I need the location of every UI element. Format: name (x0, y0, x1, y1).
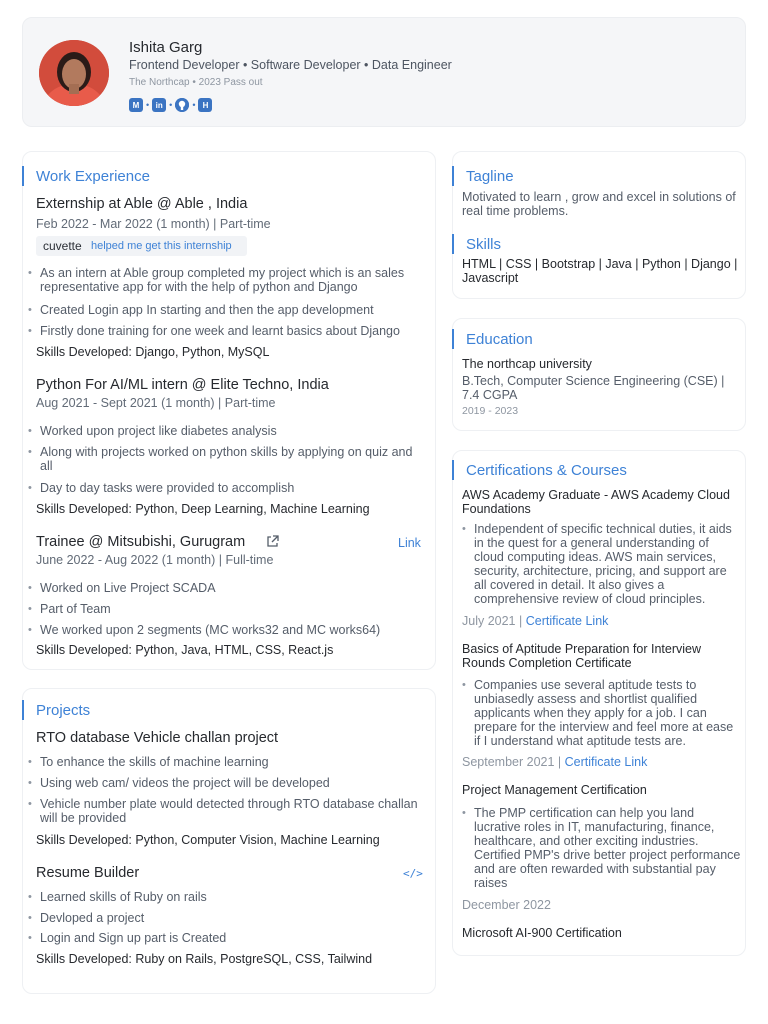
list-item: • Worked on Live Project SCADA (28, 581, 428, 595)
projects-title: Projects (22, 702, 90, 719)
cert-name: Microsoft AI-900 Certification (462, 926, 622, 940)
profile-header (22, 17, 746, 127)
list-item: • Devloped a project (28, 911, 428, 925)
skills-developed: Skills Developed: Django, Python, MySQL (36, 345, 270, 359)
list-item: • Companies use several aptitude tests to unbiasedly assess and shortlist qualified applicants when they apply for a job. I can prepare for the interview and feel more at ease if I understand what aptitude tests are. (462, 678, 742, 748)
project-title: RTO database Vehicle challan project (36, 730, 279, 746)
medium-icon[interactable]: M (129, 98, 143, 112)
list-item: • We worked upon 2 segments (MC works32 and MC works64) (28, 623, 428, 637)
project-title: Resume Builder (36, 865, 140, 881)
profile-name: Ishita Garg (129, 39, 203, 56)
job-title: Trainee @ Mitsubishi, Gurugram (36, 534, 246, 550)
list-item: • Firstly done training for one week and learnt basics about Django (28, 324, 428, 338)
list-item: • Independent of specific technical duties, it aids in the quest for a general understanding of cloud computing ideas. AWS main services, security, architecture, pricing, and support are all covered in detail. It also gives a comprehensive review of cloud principles. (462, 522, 742, 606)
job-dates: June 2022 - Aug 2022 (1 month) | Full-time (36, 553, 274, 567)
job-title: Python For AI/ML intern @ Elite Techno, India (36, 377, 329, 393)
skills-developed: Skills Developed: Python, Computer Vision, Machine Learning (36, 833, 380, 847)
separator: | (515, 614, 526, 628)
list-item: • To enhance the skills of machine learning (28, 755, 428, 769)
cert-date: July 2021 (462, 614, 516, 628)
job-link[interactable]: Link (398, 536, 421, 550)
cert-date: September 2021 (462, 755, 555, 769)
linkedin-icon[interactable]: in (152, 98, 166, 112)
social-links (129, 98, 212, 112)
job-title: Externship at Able @ Able , India (36, 196, 248, 212)
work-experience-title: Work Experience (22, 168, 150, 185)
external-link-icon[interactable] (266, 535, 279, 553)
tagline-title: Tagline (452, 168, 514, 185)
separator-dot: • (192, 100, 196, 110)
avatar (39, 40, 109, 106)
skills-list: HTML | CSS | Bootstrap | Java | Python | Django | Javascript (462, 257, 738, 285)
skills-developed: Skills Developed: Python, Deep Learning, Machine Learning (36, 502, 370, 516)
list-item: • Learned skills of Ruby on rails (28, 890, 428, 904)
cuvette-logo: cuvette (43, 239, 82, 253)
list-item: • Along with projects worked on python skills by applying on quiz and all (28, 445, 428, 473)
certifications-title: Certifications & Courses (452, 462, 627, 479)
cert-name: Project Management Certification (462, 783, 647, 797)
profile-roles: Frontend Developer • Software Developer • Data Engineer (129, 58, 452, 72)
degree: B.Tech, Computer Science Engineering (CSE) | 7.4 CGPA (462, 374, 725, 402)
certificate-link[interactable]: Certificate Link (525, 614, 609, 628)
school-name: The northcap university (462, 357, 592, 371)
cert-name: Basics of Aptitude Preparation for Interview Rounds Completion Certificate (462, 642, 702, 670)
skills-developed: Skills Developed: Ruby on Rails, PostgreSQL, CSS, Tailwind (36, 952, 373, 966)
education-years: 2019 - 2023 (462, 405, 519, 417)
list-item: • Part of Team (28, 602, 428, 616)
list-item: • The PMP certification can help you land lucrative roles in IT, manufacturing, finance, healthcare, and other exciting industries. Certified PMP's drive better project performance and are often rewarded with substantial pay raises (462, 806, 742, 890)
cert-date: December 2022 (462, 898, 551, 912)
list-item: • Login and Sign up part is Created (28, 931, 428, 945)
separator-dot: • (146, 100, 150, 110)
education-title: Education (452, 331, 533, 348)
code-icon[interactable]: </> (403, 867, 423, 880)
list-item: • Vehicle number plate would detected through RTO database challan will be provided (28, 797, 428, 825)
separator: | (554, 755, 565, 769)
list-item: • Day to day tasks were provided to accomplish (28, 481, 428, 495)
skills-developed: Skills Developed: Python, Java, HTML, CSS, React.js (36, 643, 334, 657)
list-item: • Created Login app In starting and then the app development (28, 303, 428, 317)
cuvette-badge[interactable] (36, 236, 247, 256)
cert-name: AWS Academy Graduate - AWS Academy Cloud Foundations (462, 488, 730, 516)
certificate-link[interactable]: Certificate Link (564, 755, 648, 769)
cert-footer (462, 614, 608, 628)
tagline-text: Motivated to learn , grow and excel in solutions of real time problems. (462, 190, 736, 218)
skills-title: Skills (452, 236, 501, 253)
list-item: • As an intern at Able group completed my project which is an sales representative app for with the help of python and Django (28, 266, 428, 294)
job-dates: Feb 2022 - Mar 2022 (1 month) | Part-time (36, 217, 271, 231)
profile-meta: The Northcap • 2023 Pass out (129, 77, 263, 88)
list-item: • Using web cam/ videos the project will be developed (28, 776, 428, 790)
cuvette-message: helped me get this internship (91, 240, 232, 252)
job-dates: Aug 2021 - Sept 2021 (1 month) | Part-time (36, 396, 276, 410)
github-icon[interactable] (175, 98, 189, 112)
separator-dot: • (169, 100, 173, 110)
cert-footer (462, 755, 647, 769)
hashnode-icon[interactable]: H (198, 98, 212, 112)
list-item: • Worked upon project like diabetes analysis (28, 424, 428, 438)
